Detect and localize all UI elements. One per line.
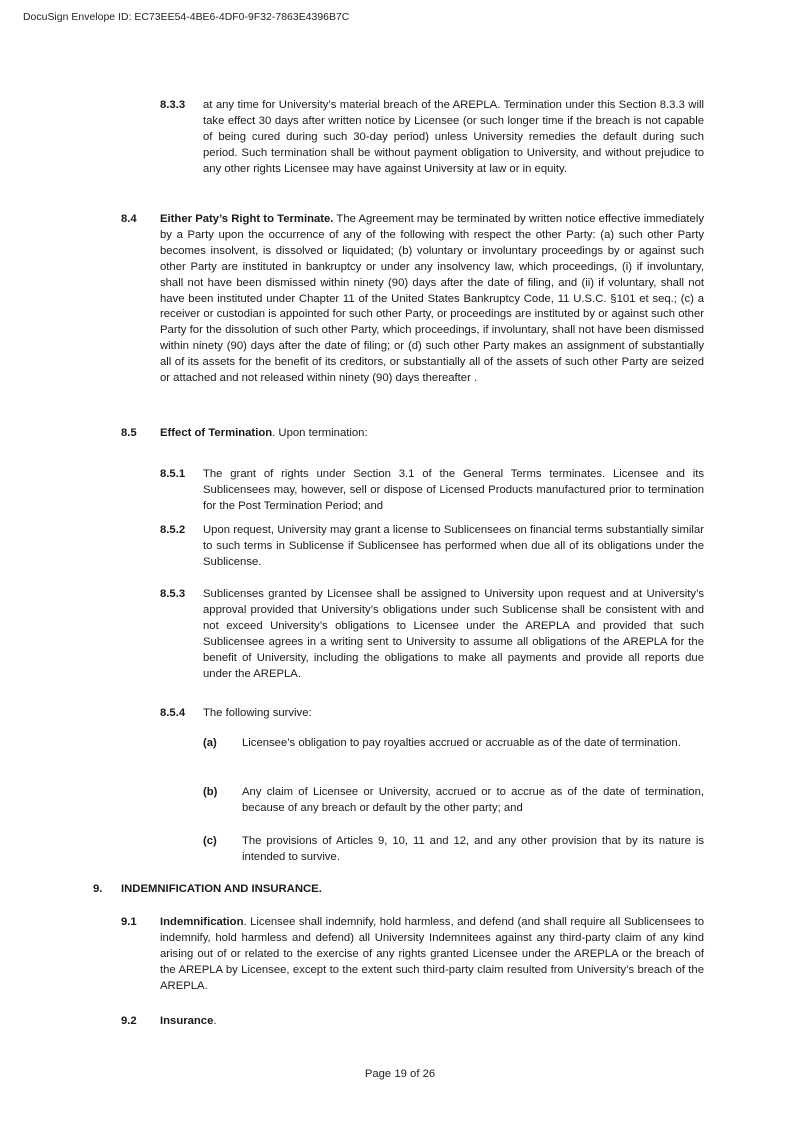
item-letter: (a) (203, 737, 217, 749)
section-number: 8.5.4 (160, 707, 186, 719)
section-body: . Licensee shall indemnify, hold harmless, and defend (and shall require all Sublicensees to indemnify, hold harmless and defend) all University Indemnitees against any third-party claim of any kind arising out of or related to the exercise of any rights granted Licensee under the AREPLA or the breach of the AREPLA by Licensee, except to the extent such third-party claim resulted from University’s breach of the AREPLA. (160, 916, 704, 992)
item-letter: (c) (203, 835, 217, 847)
item-text: Licensee’s obligation to pay royalties accrued or accruable as of the date of termination. (242, 737, 681, 749)
section-text: Sublicenses granted by Licensee shall be assigned to University upon request and at University’s approval provided that University’s obligations under such Sublicense shall be consistent with and not exceed University’s obligations to Licensee under the AREPLA and provided that such Sublicensee agrees in a writing sent to University to assume all obligations of the AREPLA for the benefit of University, including the obligations to make all payments and provide all reports due under the AREPLA. (203, 588, 704, 680)
section-text (160, 426, 704, 442)
section-heading: Indemnification (160, 916, 244, 928)
section-body: The Agreement may be terminated by written notice effective immediately by a Party upon the occurrence of any of the following with respect the other Party: (a) such other Party becomes insolvent, is dissolved or liquidated; (b) voluntary or involuntary proceedings by or against such other Party are instituted in bankruptcy or under any insolvency law, which proceedings, (i) if involuntary, shall not have been dismissed within ninety (90) days after the date of filing, and (ii) if voluntary, shall not have been instituted under Chapter 11 of the United States Bankruptcy Code, 11 U.S.C. §101 et seq.; (c) a receiver or custodian is appointed for such other Party, or proceedings are instituted by or against such other Party for the dissolution of such other Party, which proceedings, if involuntary, shall not have been dismissed within ninety (90) days after the date of filing; or (d) such other Party makes an assignment of substantially all of its assets for the benefit of its creditors, or substantially all of the assets of such other Party are seized or attached and not released within ninety (90) days thereafter . (160, 213, 704, 385)
item-text: The provisions of Articles 9, 10, 11 and 12, and any other provision that by its nature is intended to survive. (242, 835, 704, 863)
section-number: 8.5.1 (160, 468, 186, 480)
section-text: The following survive: (203, 707, 312, 719)
article-title: INDEMNIFICATION AND INSURANCE. (121, 883, 322, 895)
section-text: at any time for University’s material breach of the AREPLA. Termination under this Section 8.3.3 will take effect 30 days after written notice by Licensee (or such longer time if the breach is not capable of being cured during such 30-day period) unless University remedies the default during such period. Such termination shall be without payment obligation to University, and without prejudice to any other rights Licensee may have against University at law or in equity. (203, 99, 704, 175)
section-number: 9.1 (121, 916, 137, 928)
section-number: 9.2 (121, 1015, 137, 1027)
section-number: 8.5.3 (160, 588, 186, 600)
section-heading: Effect of Termination (160, 427, 273, 439)
docusign-envelope-id: DocuSign Envelope ID: EC73EE54-4BE6-4DF0-9F32-7863E4396B7C (23, 12, 350, 23)
section-body: . Upon termination: (272, 427, 368, 439)
section-number: 8.3.3 (160, 99, 186, 111)
item-text: Any claim of Licensee or University, accrued or to accrue as of the date of termination, because of any breach or default by the other party; and (242, 786, 704, 814)
section-text: Upon request, University may grant a license to Sublicensees on financial terms substantially similar to such terms in Sublicense if Sublicensee has performed when due all of its obligations under the Sublicense. (203, 524, 704, 568)
section-text (160, 915, 704, 995)
section-text (160, 212, 704, 387)
section-number: 8.5 (121, 427, 137, 439)
page-number: Page 19 of 26 (364, 1068, 436, 1080)
section-heading: Either Paty’s Right to Terminate. (160, 213, 334, 225)
section-number: 8.4 (121, 213, 137, 225)
article-number: 9. (93, 883, 103, 895)
section-body: . (213, 1015, 217, 1027)
section-text: The grant of rights under Section 3.1 of the General Terms terminates. Licensee and its Sublicensees may, however, sell or dispose of Licensed Products manufactured prior to termination for the Post Termination Period; and (203, 468, 704, 512)
item-letter: (b) (203, 786, 218, 798)
section-number: 8.5.2 (160, 524, 186, 536)
section-text (160, 1014, 704, 1030)
section-heading: Insurance (160, 1015, 214, 1027)
